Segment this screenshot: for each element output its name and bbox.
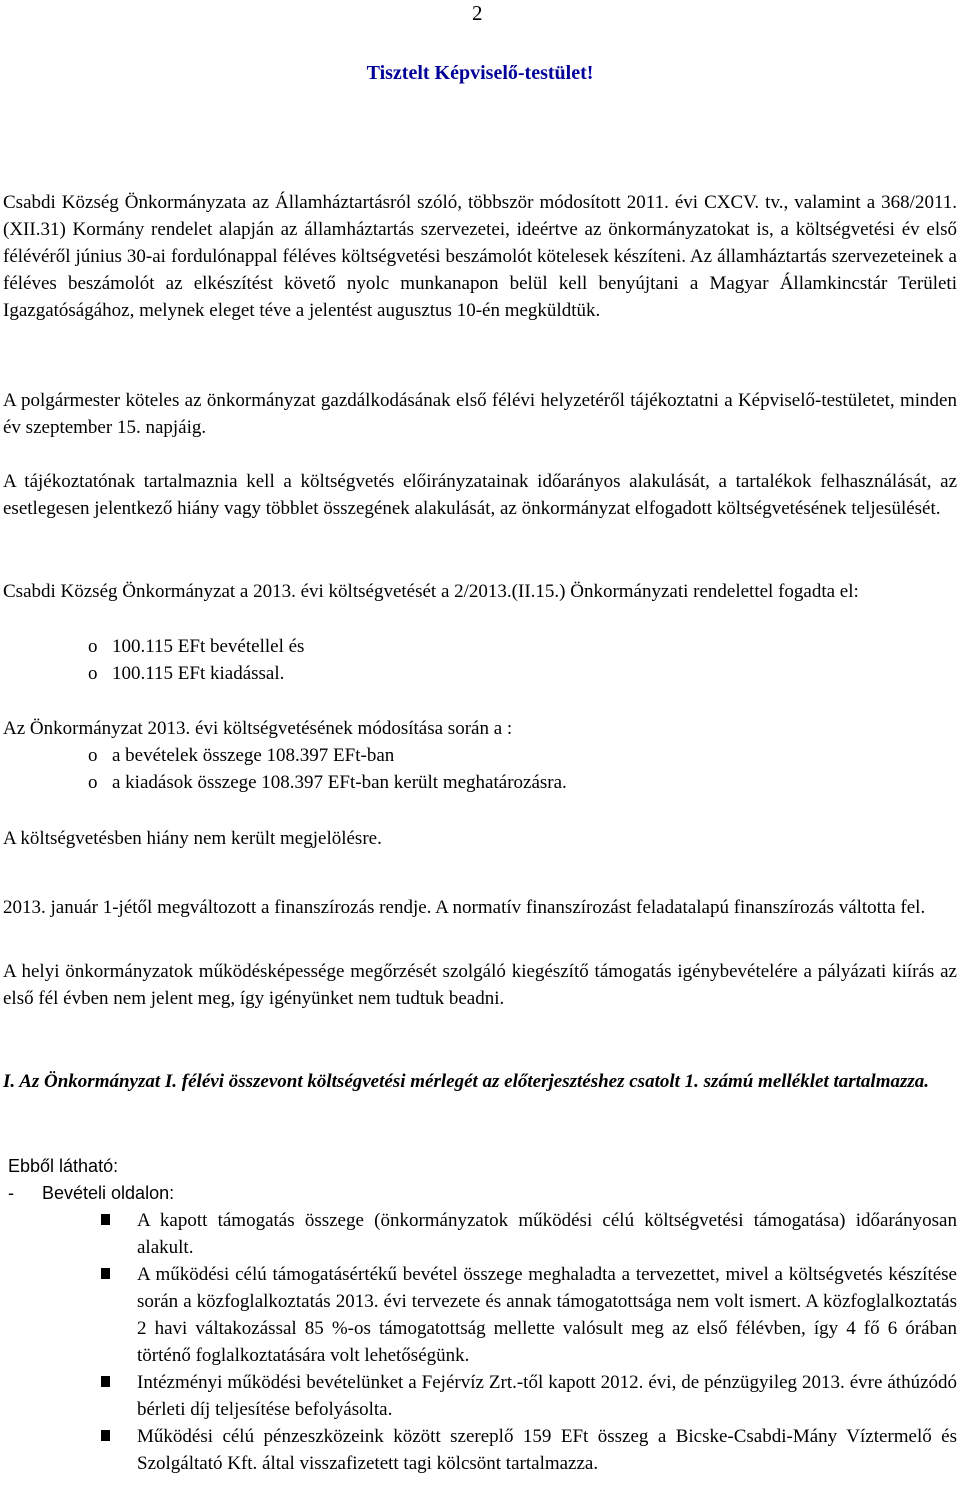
list-item-text: 100.115 EFt bevétellel és [112, 636, 305, 657]
bullet-text: Intézményi működési bevételünket a Fejérvíz Zrt.-től kapott 2012. évi, de pénzügyileg 2013. évre áthúzódó bérleti díj teljesítése befolyásolta. [137, 1372, 957, 1420]
list-item [88, 742, 567, 769]
page-title: Tisztelt Képviselő-testület! [366, 62, 594, 84]
paragraph-mayor-duty: A polgármester köteles az önkormányzat gazdálkodásának első félévi helyzetéről tájékoztatni a Képviselő-testületet, minden év szeptember 15. napjáig. [3, 390, 957, 438]
paragraph-report-contents: A tájékoztatónak tartalmaznia kell a költségvetés előirányzatainak időarányos alakulását, a tartalékok felhasználását, az esetlegesen jelentkező hiány vagy többlet összegének alakulását, az önkormányzat elfogadott költségvetésének teljesülését. [3, 471, 957, 519]
list-marker: o [88, 745, 98, 766]
list-item [95, 1261, 957, 1369]
revenue-bullet-list [95, 1207, 957, 1477]
paragraph-budget-modification: Az Önkormányzat 2013. évi költségvetésének módosítása során a : [3, 718, 513, 739]
paragraph-attachment-note: I. Az Önkormányzat I. félévi összevont költségvetési mérlegét az előterjesztéshez csatolt 1. számú melléklet tartalmazza. [3, 1071, 930, 1092]
list-marker: o [88, 772, 98, 793]
list-item [95, 1207, 957, 1261]
ebbol-lathato-label: Ebből látható: [8, 1156, 119, 1176]
bullet-text: A működési célú támogatásértékű bevétel összege meghaladta a tervezettet, mivel a költségvetés készítése során a közfoglalkoztatás 2013. évi tervezete és annak támogatottsága nem volt ismert. A közfoglalkoztatás 2 havi váltakozással 85 %-os támogatottság mellette valósult meg az első félévben, így 4 fő 6 órában történő foglalkoztatására volt lehetőségünk. [137, 1264, 957, 1366]
square-bullet-icon [101, 1376, 110, 1387]
paragraph-supplementary-support: A helyi önkormányzatok működésképessége megőrzését szolgáló kiegészítő támogatás igénybevételére a pályázati kiírás az első fél évben nem jelent meg, így igényünket nem tudtuk beadni. [3, 961, 957, 1009]
list-marker: o [88, 636, 98, 657]
list-item-text: a bevételek összege 108.397 EFt-ban [112, 745, 395, 766]
list-item [88, 633, 304, 660]
revenue-side-dash: - [8, 1183, 14, 1203]
list-item-text: 100.115 EFt kiadással. [112, 663, 285, 684]
list-item [88, 660, 304, 687]
square-bullet-icon [101, 1214, 110, 1225]
paragraph-legal-basis: Csabdi Község Önkormányzata az Államháztartásról szóló, többször módosított 2011. évi CXCV. tv., valamint a 368/2011. (XII.31) Kormány rendelet alapján az államháztartás szervezetei, ideértve az önkormányzatokat is, a költségvetési év első félévéről június 30-ai fordulónappal féléves költségvetési beszámolót kötelesek készíteni. Az államháztartás szervezeteinek a féléves beszámolót az elkészítést követő nyolc munkanapon belül kell benyújtani a Magyar Államkincstár Területi Igazgatóságához, melynek eleget téve a jelentést augusztus 10-én megküldtük. [3, 192, 957, 321]
list-item [95, 1423, 957, 1477]
square-bullet-icon [101, 1430, 110, 1441]
paragraph-budget-adoption: Csabdi Község Önkormányzat a 2013. évi költségvetését a 2/2013.(II.15.) Önkormányzati rendelettel fogadta el: [3, 581, 859, 602]
list-item-text: a kiadások összege 108.397 EFt-ban került meghatározásra. [112, 772, 567, 793]
adopted-budget-list [88, 633, 304, 687]
bullet-text: A kapott támogatás összege (önkormányzatok működési célú költségvetési támogatása) időarányosan alakult. [137, 1210, 957, 1258]
revenue-side-heading: Bevételi oldalon: [42, 1183, 175, 1203]
modified-budget-list [88, 742, 567, 796]
paragraph-no-deficit: A költségvetésben hiány nem került megjelölésre. [3, 828, 382, 849]
list-marker: o [88, 663, 98, 684]
list-item [95, 1369, 957, 1423]
list-item [88, 769, 567, 796]
paragraph-financing-change: 2013. január 1-jétől megváltozott a finanszírozás rendje. A normatív finanszírozást feladatalapú finanszírozás váltotta fel. [3, 897, 926, 918]
bullet-text: Működési célú pénzeszközeink között szereplő 159 EFt összeg a Bicske-Csabdi-Mány Víztermelő és Szolgáltató Kft. által visszafizetett tagi kölcsönt tartalmazza. [137, 1426, 957, 1474]
square-bullet-icon [101, 1268, 110, 1279]
page-number: 2 [472, 1, 483, 25]
